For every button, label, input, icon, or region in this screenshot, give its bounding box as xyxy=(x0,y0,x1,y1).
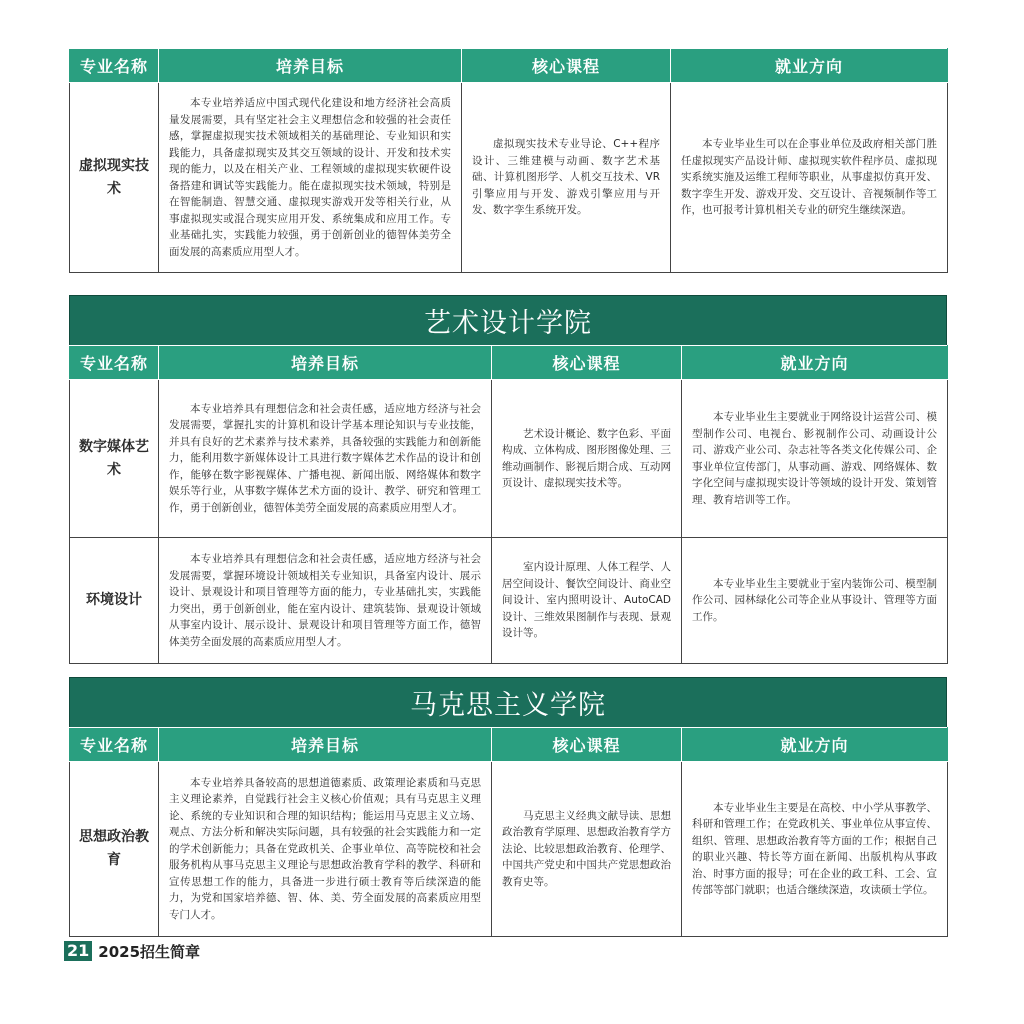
table-header-row xyxy=(70,346,948,380)
core-courses-cell xyxy=(492,762,682,937)
page-footer xyxy=(64,940,200,962)
training-goal-text: 本专业培养具有理想信念和社会责任感，适应地方经济与社会发展需要，掌握扎实的计算机和设计学基本理论知识与专业技能，并具有良好的艺术素养与技术素养，具备较强的实践能力和创新能力，能利用数字新媒体设计工具进行数字媒体艺术作品的设计和创作，能够在数字影视媒体、广播电视、新闻出版、网络媒体和数字娱乐等行业，从事数字媒体艺术方面的设计、教学、研究和管理工作，勇于创新创业，德智体美劳全面发展的高素质应用型人才。 xyxy=(169,402,481,514)
core-courses-cell xyxy=(492,538,682,664)
section-marxism xyxy=(69,677,947,937)
table-row xyxy=(70,538,948,664)
training-goal-text: 本专业培养适应中国式现代化建设和地方经济社会高质量发展需要，具有坚定社会主义理想信念和较强的社会责任感，掌握虚拟现实技术领域相关的基础理论、专业知识和实践能力，具备虚拟现实及其交互领域的设计、开发和技术实现的能力，以及在相关产业、工程领域的虚拟现实软硬件设备搭建和调试等实践能力。能在虚拟现实技术领域，特别是在智能制造、智慧交通、虚拟现实游戏开发等相关行业，从事虚拟现实或混合现实应用开发、系统集成和应用工作。专业基础扎实，实践能力较强，勇于创新创业的德智体美劳全面发展的高素质应用型人才。 xyxy=(169,97,451,258)
header-career-direction: 就业方向 xyxy=(682,346,948,380)
header-core-courses: 核心课程 xyxy=(492,346,682,380)
career-text: 本专业毕业生主要就业于网络设计运营公司、模型制作公司、电视台、影视制作公司、动画设计公司、游戏产业公司、杂志社等各类文化传媒公司、企事业单位宣传部门，从事动画、游戏、网络媒体、数字化空间与虚拟现实设计等领域的设计开发、策划管理、教育培训等工作。 xyxy=(692,411,937,506)
header-major-name: 专业名称 xyxy=(70,49,159,83)
header-training-goal: 培养目标 xyxy=(159,49,462,83)
major-table xyxy=(69,727,948,937)
core-courses-text: 室内设计原理、人体工程学、人居空间设计、餐饮空间设计、商业空间设计、室内照明设计、AutoCAD设计、三维效果图制作与表现、景观设计等。 xyxy=(502,561,671,640)
section-art-design xyxy=(69,295,947,664)
major-name: 环境设计 xyxy=(70,538,159,664)
header-career-direction: 就业方向 xyxy=(682,728,948,762)
header-major-name: 专业名称 xyxy=(70,728,159,762)
brochure-title: 2025招生简章 xyxy=(98,942,201,961)
training-goal-cell xyxy=(159,538,492,664)
header-career-direction: 就业方向 xyxy=(671,49,948,83)
table-row xyxy=(70,762,948,937)
training-goal-text: 本专业培养具备较高的思想道德素质、政策理论素质和马克思主义理论素养，自觉践行社会主义核心价值观；具有马克思主义理论、系统的专业知识和合理的知识结构；能运用马克思主义立场、观点、方法分析和解决实际问题，具有较强的社会实践能力和一定的学术创新能力；具备在党政机关、企事业单位、高等院校和社会服务机构从事马克思主义理论与思想政治教育学科的教学、科研和宣传思想工作的能力，具备进一步进行硕士教育等后续深造的能力，为党和国家培养德、智、体、美、劳全面发展的高素质应用型专门人才。 xyxy=(169,776,481,921)
header-major-name: 专业名称 xyxy=(70,346,159,380)
header-training-goal: 培养目标 xyxy=(159,728,492,762)
page-number: 21 xyxy=(64,941,92,961)
major-name: 虚拟现实技术 xyxy=(70,83,159,273)
core-courses-text: 虚拟现实技术专业导论、C++程序设计、三维建模与动画、数字艺术基础、计算机图形学、人机交互技术、VR引擎应用与开发、游戏引擎应用与开发、数字孪生系统开发。 xyxy=(472,138,660,217)
header-training-goal: 培养目标 xyxy=(159,346,492,380)
core-courses-cell xyxy=(492,380,682,538)
header-core-courses: 核心课程 xyxy=(492,728,682,762)
major-name: 思想政治教育 xyxy=(70,762,159,937)
college-banner: 艺术设计学院 xyxy=(69,295,947,345)
training-goal-cell xyxy=(159,762,492,937)
career-cell xyxy=(671,83,948,273)
career-text: 本专业毕业生可以在企事业单位及政府相关部门胜任虚拟现实产品设计师、虚拟现实软件程序员、虚拟现实系统实施及运维工程师等职业，从事虚拟仿真开发、数字孪生开发、游戏开发、交互设计、音视频制作等工作，也可报考计算机相关专业的研究生继续深造。 xyxy=(681,138,937,217)
career-text: 本专业毕业生主要就业于室内装饰公司、模型制作公司、园林绿化公司等企业从事设计、管理等方面工作。 xyxy=(692,577,937,623)
table-header-row xyxy=(70,49,948,83)
section-vr xyxy=(69,48,947,273)
career-cell xyxy=(682,538,948,664)
table-row xyxy=(70,83,948,273)
header-core-courses: 核心课程 xyxy=(462,49,671,83)
major-table xyxy=(69,345,948,664)
training-goal-text: 本专业培养具有理想信念和社会责任感，适应地方经济与社会发展需要，掌握环境设计领域相关专业知识，具备室内设计、展示设计、景观设计和项目管理等方面的能力，专业基础扎实，实践能力突出，勇于创新创业，能在室内设计、建筑装饰、景观设计领域从事室内设计、展示设计、景观设计和项目管理等方面工作，德智体美劳全面发展的高素质应用型人才。 xyxy=(169,553,481,648)
core-courses-text: 艺术设计概论、数字色彩、平面构成、立体构成、图形图像处理、三维动画制作、影视后期合成、互动网页设计、虚拟现实技术等。 xyxy=(502,427,671,489)
career-cell xyxy=(682,380,948,538)
training-goal-cell xyxy=(159,380,492,538)
career-text: 本专业毕业生主要是在高校、中小学从事教学、科研和管理工作；在党政机关、事业单位从事宣传、组织、管理、思想政治教育等方面的工作；根据自己的职业兴趣、特长等方面在新闻、出版机构从事政治、时事方面的报导；可在企业的政工科、工会、宣传部等部门就职；也适合继续深造，攻读硕士学位。 xyxy=(692,801,937,896)
table-row xyxy=(70,380,948,538)
core-courses-text: 马克思主义经典文献导读、思想政治教育学原理、思想政治教育学方法论、比较思想政治教育、伦理学、中国共产党史和中国共产党思想政治教育史等。 xyxy=(502,809,671,888)
core-courses-cell xyxy=(462,83,671,273)
major-name: 数字媒体艺术 xyxy=(70,380,159,538)
college-banner: 马克思主义学院 xyxy=(69,677,947,727)
table-header-row xyxy=(70,728,948,762)
major-table xyxy=(69,48,948,273)
career-cell xyxy=(682,762,948,937)
training-goal-cell xyxy=(159,83,462,273)
